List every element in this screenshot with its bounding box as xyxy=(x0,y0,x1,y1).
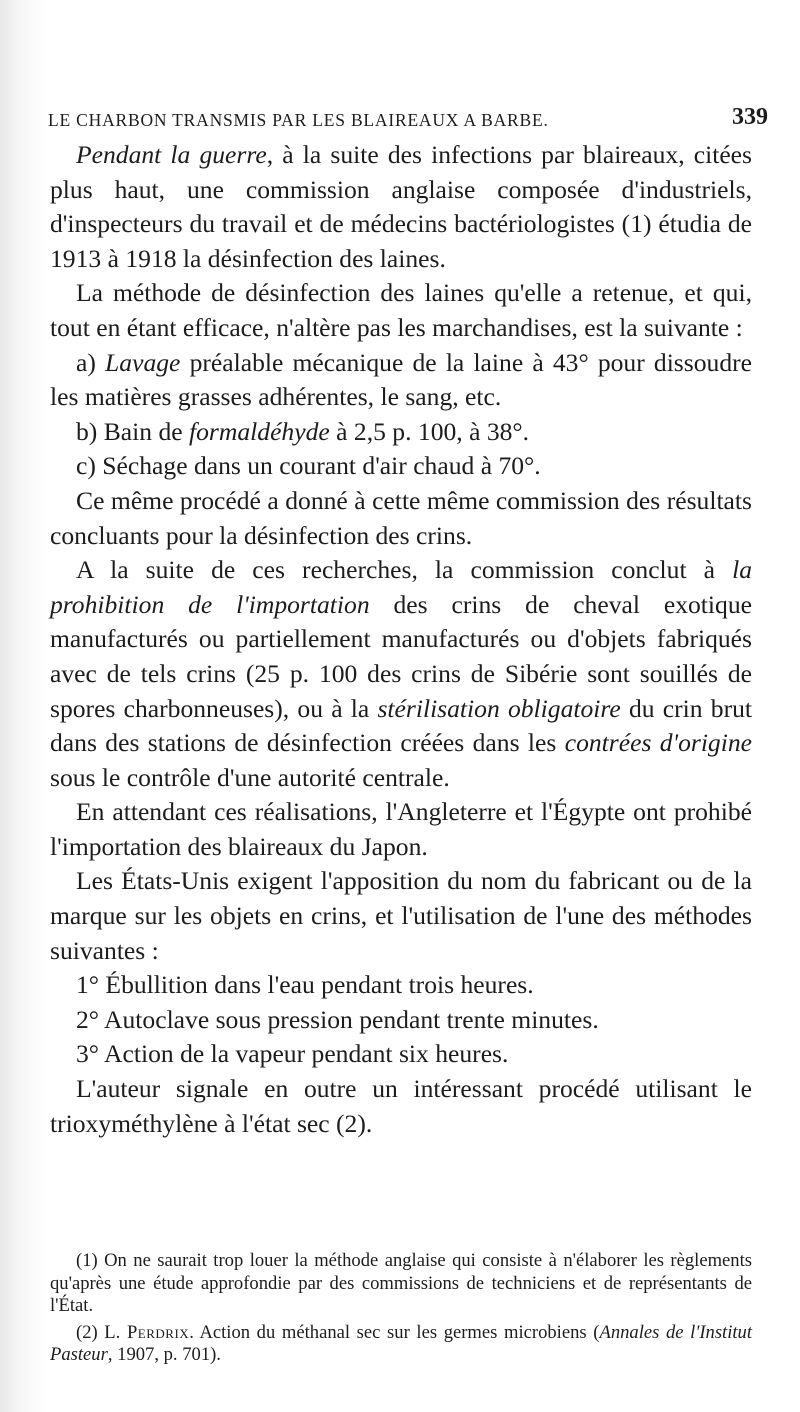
running-head: LE CHARBON TRANSMIS PAR LES BLAIREAUX A BARBE. xyxy=(48,110,549,130)
italic-phrase: la prohibition de l'importation xyxy=(50,555,752,619)
italic-phrase: Lavage xyxy=(105,347,181,377)
author-name: Perdrix xyxy=(126,1321,190,1343)
paragraph-commission-conclusion: A la suite de ces recherches, la commission conclut à la prohibition de l'importation des crins de cheval exotique manufacturés ou partiellement manufacturés ou d'objets fabriqués avec de tels crins (25 p. 100 des crins de Sibérie sont souillés de spores charbonneuses), ou à la stérilisation obligatoire du crin brut dans des stations de désinfection créées dans les contrées d'origine sous le contrôle d'une autorité centrale. xyxy=(50,555,752,792)
italic-phrase: Pendant la guerre xyxy=(76,140,267,169)
paragraph-wartime-commission: Pendant la guerre, à la suite des infections par blaireaux, citées plus haut, une commission anglaise composée d'industriels, d'inspecteurs du travail et de médecins bactériologistes (1) étudia de 1913 à 1918 la désinfection des laines. xyxy=(50,140,753,273)
paragraph-trioxymethylene: L'auteur signale en outre un intéressant procédé utilisant le trioxyméthylène à l'état sec (2). xyxy=(50,1074,752,1138)
paragraph-hair-results: Ce même procédé a donné à cette même commission des résultats concluants pour la désinfection des crins. xyxy=(50,485,752,550)
us-method-2: 2° Autoclave sous pression pendant trente minutes. xyxy=(76,1004,599,1034)
footnote-1: (1) On ne saurait trop louer la méthode anglaise qui consiste à n'élaborer les règlements qu'après une étude approfondie par des commissions de techniciens et de représentants de l'État. xyxy=(50,1250,752,1317)
italic-phrase: stérilisation obligatoire xyxy=(377,693,621,723)
page-number: 339 xyxy=(732,104,768,130)
us-method-3: 3° Action de la vapeur pendant six heures. xyxy=(76,1039,509,1069)
body-text xyxy=(50,138,752,1141)
italic-phrase: contrées d'origine xyxy=(564,728,752,758)
italic-phrase: formaldéhyde xyxy=(189,416,330,446)
footnotes xyxy=(50,1250,752,1367)
paragraph-disinfection-method: La méthode de désinfection des laines qu'elle a retenue, et qui, tout en étant efficace, n'altère pas les marchandises, est la suivante : xyxy=(50,278,752,342)
method-step-b: b) Bain de formaldéhyde à 2,5 p. 100, à 38°. xyxy=(76,416,530,446)
journal-title: Annales de l'Institut Pasteur xyxy=(50,1321,753,1366)
us-method-1: 1° Ébullition dans l'eau pendant trois heures. xyxy=(76,970,534,1000)
page-header xyxy=(48,104,768,138)
method-step-a: a) Lavage préalable mécanique de la laine à 43° pour dissoudre les matières grasses adhérentes, le sang, etc. xyxy=(50,347,753,412)
paragraph-united-states: Les États-Unis exigent l'apposition du nom du fabricant ou de la marque sur les objets en crins, et l'utilisation de l'une des méthodes suivantes : xyxy=(50,866,752,965)
footnote-2: (2) L. Perdrix. Action du méthanal sec sur les germes microbiens (Annales de l'Institut Pasteur, 1907, p. 701). xyxy=(50,1321,753,1366)
paragraph-england-egypt: En attendant ces réalisations, l'Angleterre et l'Égypte ont prohibé l'importation des blaireaux du Japon. xyxy=(50,797,752,861)
method-step-c: c) Séchage dans un courant d'air chaud à 70°. xyxy=(76,451,541,481)
